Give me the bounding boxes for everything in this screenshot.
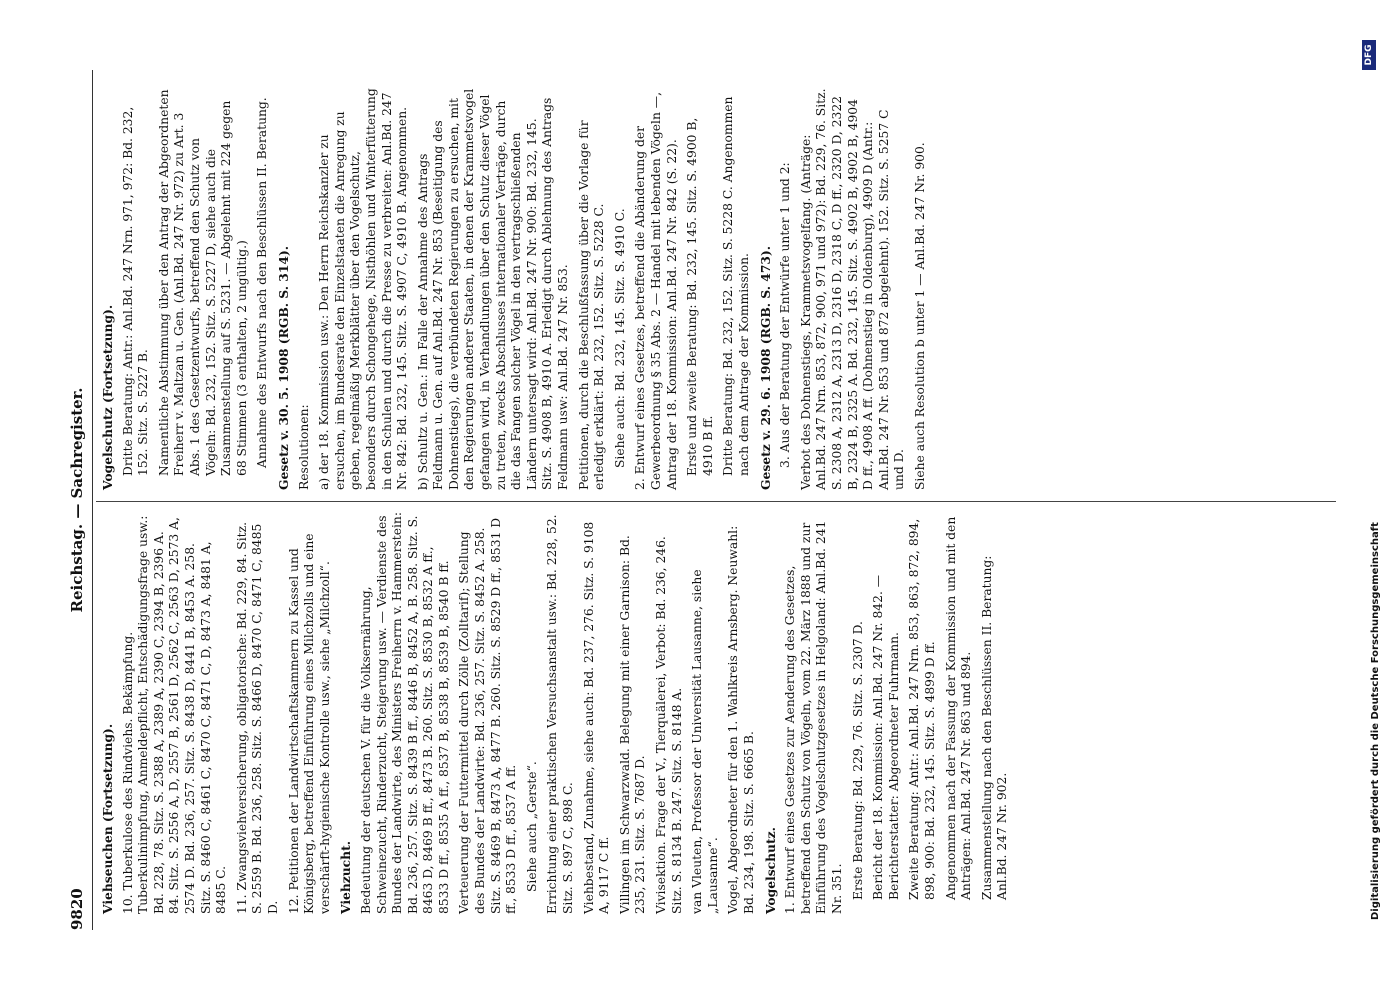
column-divider: [96, 501, 1336, 502]
index-entry: Siehe auch Resolution b unter 1 — Anl.Bd. 247 Nr. 900.: [912, 142, 927, 490]
index-entry: Zusammenstellung nach den Beschlüssen II. Beratung: Anl.Bd. 247 Nr. 902.: [979, 555, 1010, 900]
index-entry: Erste Beratung: Bd. 229, 76. Sitz. S. 2307 D.: [850, 621, 865, 900]
index-entry: Resolutionen:: [296, 404, 311, 490]
index-entry: Annahme des Entwurfs nach den Beschlüssen II. Beratung.: [255, 97, 270, 468]
section-title: Viehseuchen (Fortsetzung).: [100, 723, 115, 914]
page-header: [58, 70, 92, 930]
section-title: Viehzucht.: [338, 840, 354, 914]
index-entry: Bericht der 18. Kommission: Anl.Bd. 247 Nr. 842. — Berichterstatter: Abgeordneter Fuhrmann.: [871, 574, 901, 900]
section-title: Vogelschutz.: [762, 827, 778, 914]
index-entry: 12. Petitionen der Landwirtschaftskammern zu Kassel und Königsberg, betreffend Einführung eines Milchzolls und eine verschärft-hygienische Kontrolle usw., siehe „Milchzoll“.: [286, 533, 332, 914]
index-entry: Verteuerung der Futtermittel durch Zölle (Zolltarif); Stellung des Bundes der Landwirte: Bd. 236, 257. Sitz. S. 8452 A. 258. Sitz. S. 8469 B, 8473 A, 8477 B. 260. Sitz. S. 8529 D ff., 8531 D ff., 8533 D ff., 8537 A ff.: [457, 517, 519, 914]
index-entry: Erste und zweite Beratung: Bd. 232, 145. Sitz. S. 4900 B, 4910 B ff.: [685, 117, 715, 476]
index-entry: Namentliche Abstimmung über den Antrag der Abgeordneten Freiherr v. Maltzan u. Gen. (Anl.Bd. 247 Nr. 972) zu Art. 3 Abs. 1 des Gesetzentwurfs, betreffend den Schutz von Vögeln: Bd. 232, 152. Sitz. S. 5227 D, siehe auch die Zusammenstellung auf S. 5231. — Abgelehnt mit 224 gegen 68 Stimmen (3 enthalten, 2 ungültig.): [156, 89, 249, 476]
index-entry: 1. Entwurf eines Gesetzes zur Aenderung des Gesetzes, betreffend den Schutz von Vögeln, vom 22. März 1888 und zur Einführung des Vogelschutzgesetzes in Helgoland: Anl.Bd. 241 Nr. 351.: [783, 520, 844, 914]
index-entry: 10. Tuberkulose des Rindviehs. Bekämpfung. Tuberkulinimpfung, Anmeldepflicht, Entschädigungsfrage usw.: Bd. 228, 78. Sitz. S. 2388 A, 2389 A, 2390 C, 2394 B, 2396 A. 84. Sitz. S. 2556 A, D, 2557 B, 2561 D, 2562 C, 2563 D, 2573 A, 2574 D. Bd. 236, 257. Sitz. S. 8438 D, 8441 B, 8453 A. 258. Sitz. S. 8460 C, 8461 C, 8470 C, 8471 C, D, 8473 A, 8481 A, 8485 C.: [120, 515, 229, 914]
header-rule: [92, 70, 93, 930]
index-entry: van Vleuten, Professor der Universität Lausanne, siehe „Lausanne“.: [690, 569, 720, 914]
index-entry: Angenommen nach der Fassung der Kommission und mit den Anträgen: Anl.Bd. 247 Nr. 863 und 894.: [943, 516, 974, 900]
digitization-credit: Digitalisierung gefördert durch die Deutsche Forschungsgemeinschaft: [1370, 522, 1381, 920]
index-entry: Vogel, Abgeordneter für den 1. Wahlkreis Arnsberg. Neuwahl: Bd. 234, 198. Sitz. S. 6665 B.: [726, 525, 756, 914]
law-reference: Gesetz v. 29. 6. 1908 (RGB. S. 473).: [757, 245, 773, 490]
index-entry: a) der 18. Kommission usw.: Den Herrn Reichskanzler zu ersuchen, im Bundesrate den Einzelstaaten die Anregung zu geben, regelmäßig Merkblätter über den Vogelschutz, besonders durch Schongehege, Nisthöhlen und Winterfütterung in den Schulen und durch die Presse zu verbreiten: Anl.Bd. 247 Nr. 842: Bd. 232, 145. Sitz. S. 4907 C, 4910 B. Angenommen.: [317, 88, 410, 490]
right-column: [100, 88, 934, 490]
running-title: Reichstag. — Sachregister.: [68, 387, 86, 613]
index-entry: Zweite Beratung: Antr.: Anl.Bd. 247 Nrn. 853, 863, 872, 894, 898, 900: Bd. 232, 145. Sitz. S. 4899 D ff.: [907, 518, 937, 900]
index-entry: Vivisektion. Frage der V., Tierquälerei, Verbot: Bd. 236, 246. Sitz. S. 8134 B. 247. Sitz. S. 8148 A.: [654, 536, 684, 914]
index-entry: Viehbestand, Zunahme, siehe auch: Bd. 237, 276. Sitz. S. 9108 A, 9117 C ff.: [581, 521, 612, 914]
section-title: Vogelschutz (Fortsetzung).: [100, 304, 115, 490]
index-entry: Verbot des Dohnenstiegs, Krammetsvogelfang. (Anträge: Anl.Bd. 247 Nrn. 853, 872, 900, 971 und 972): Bd. 229, 76. Sitz. S. 2308 A, 2312 A, 2313 D, 2316 D, 2318 C, D ff., 2320 D, 2322 B, 2324 B, 2325 A. Bd. 232, 145. Sitz. S. 4902 B, 4902 B, 4904 D ff., 4908 A ff. (Dohnenstieg in Oldenburg), 4909 D (Antr.: Anl.Bd. 247 Nr. 853 und 872 abgelehnt). 152. Sitz. S. 5257 C und D.: [798, 88, 907, 490]
index-entry: Dritte Beratung: Bd. 232, 152. Sitz. S. 5228 C. Angenommen nach dem Antrage der Kommission.: [721, 96, 751, 476]
law-reference: Gesetz v. 30. 5. 1908 (RGB. S. 314).: [275, 245, 291, 490]
index-entry: b) Schultz u. Gen.: Im Falle der Annahme des Antrags Feldmann u. Gen. auf Anl.Bd. 247 Nr. 853 (Beseitigung des Dohnenstiegs), die verbündeten Regierungen zu ersuchen, mit den Regierungen anderer Staaten, in denen der Krammetsvogel gefangen wird, in Verhandlungen über den Schutz dieser Vögel zu treten, zwecks Abschlusses internationaler Verträge, durch die das Fangen solcher Vögel in den vertragschließenden Ländern untersagt wird: Anl.Bd. 247 Nr. 900: Bd. 232, 145. Sitz. S. 4908 B, 4910 A. Erledigt durch Ablehnung des Antrags Feldmann usw: Anl.Bd. 247 Nr. 853.: [415, 88, 571, 490]
index-entry: Petitionen, durch die Beschlußfassung über die Vorlage für erledigt erklärt: Bd. 232, 152. Sitz. S. 5228 C.: [576, 120, 607, 490]
page-number: 9820: [68, 888, 86, 930]
index-entry: Villingen im Schwarzwald. Belegung mit einer Garnison: Bd. 235, 231. Sitz. S. 7687 D.: [617, 535, 648, 914]
index-entry: 3. Aus der Beratung der Entwürfe unter 1 und 2:: [778, 162, 793, 468]
dfg-logo: DFG: [1362, 40, 1376, 70]
index-entry: Dritte Beratung: Antr.: Anl.Bd. 247 Nrn. 971, 972: Bd. 232, 152. Sitz. S. 5227 B.: [120, 106, 151, 476]
index-entry: Errichtung einer praktischen Versuchsanstalt usw.: Bd. 228, 52. Sitz. S. 897 C, 898 C.: [545, 514, 576, 914]
index-entry: 2. Entwurf eines Gesetzes, betreffend die Abänderung der Gewerbeordnung § 35 Abs. 2 — Handel mit lebenden Vögeln —, Antrag der 18. Kommission: Anl.Bd. 247 Nr. 842 (S. 22).: [633, 92, 679, 490]
index-entry: Siehe auch „Gerste“.: [524, 761, 539, 892]
index-entry: Bedeutung der deutschen V. für die Volksernährung, Schweinezucht, Rinderzucht, Steigerung usw. — Verdienste des Bundes der Landwirte, des Ministers Freiherrn v. Hammerstein: Bd. 236, 257. Sitz. S. 8439 B ff., 8446 B, 8452 A, B. 258. Sitz. S. 8463 D, 8469 B ff., 8473 B. 260. Sitz. S. 8530 B, 8532 A ff., 8533 D ff., 8535 A ff., 8537 B, 8538 B, 8539 B, 8540 B ff.: [358, 512, 451, 914]
index-entry: Siehe auch: Bd. 232, 145. Sitz. S. 4910 C.: [612, 208, 627, 468]
left-column: [100, 512, 1016, 914]
index-entry: 11. Zwangsviehversicherung, obligatorische: Bd. 229, 84. Sitz. S. 2559 B. Bd. 236, 258. Sitz. S. 8466 D, 8470 C, 8471 C, 8485 D.: [234, 522, 280, 914]
